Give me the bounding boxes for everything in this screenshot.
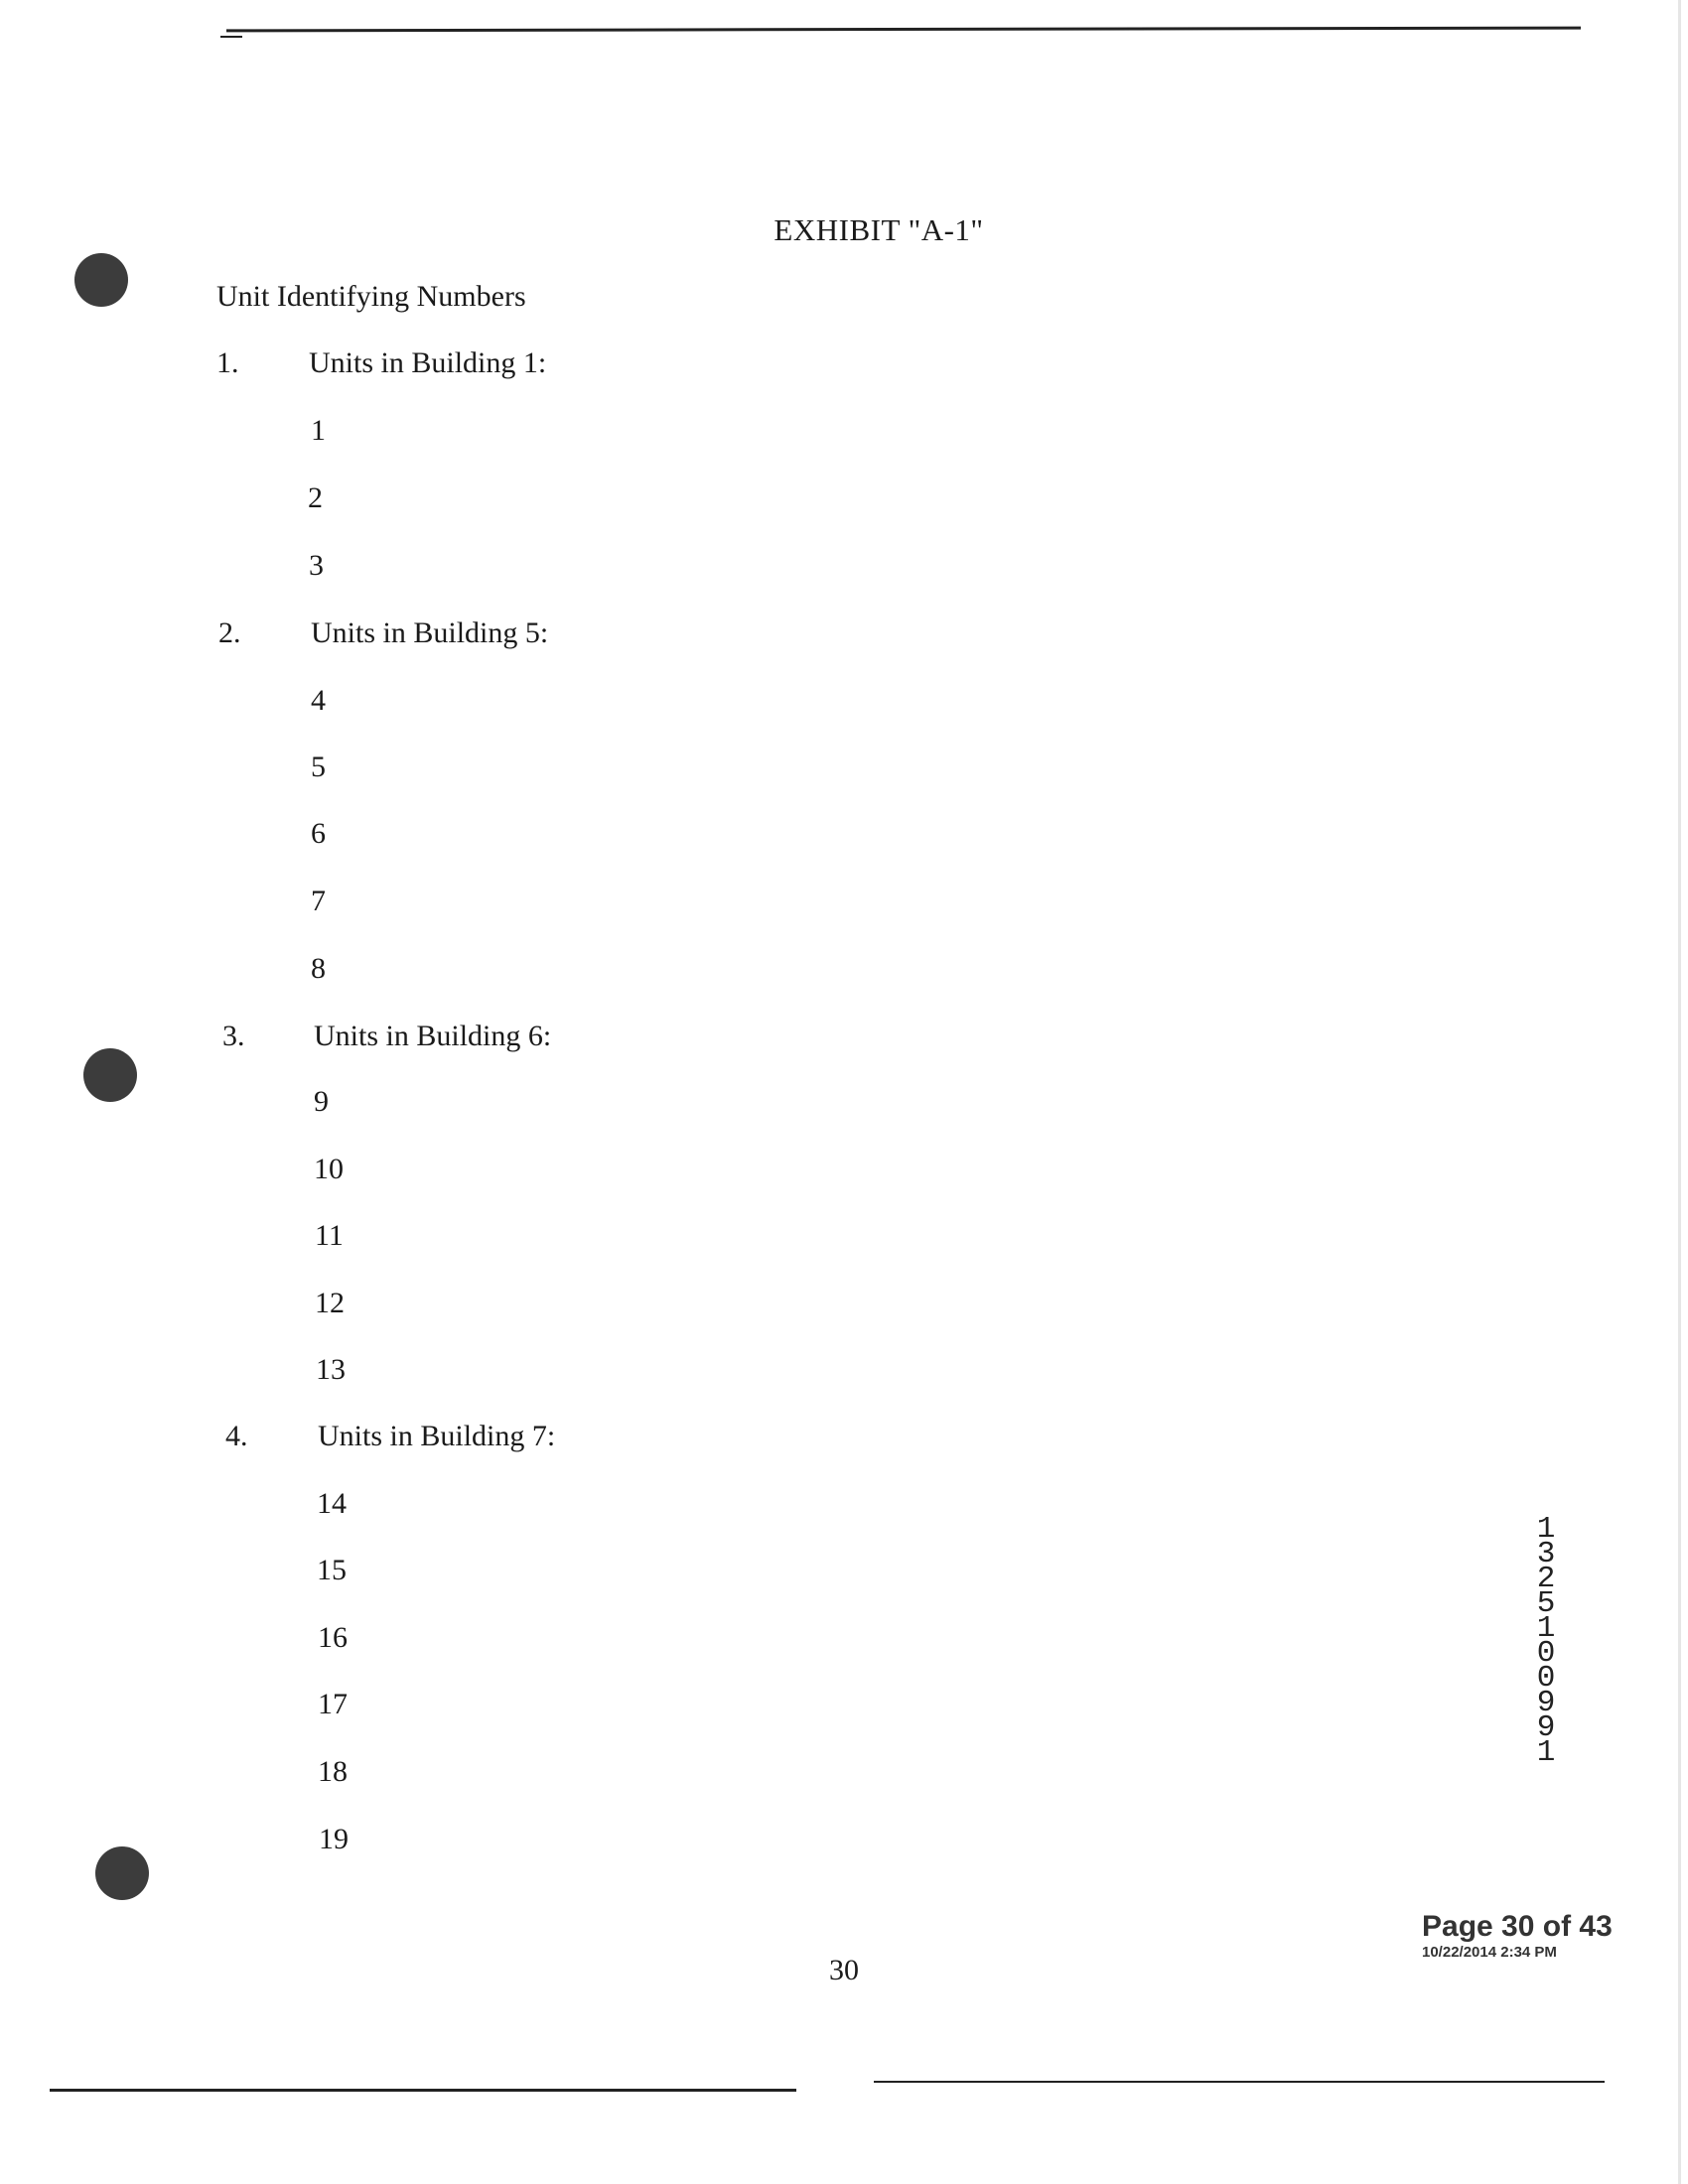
punch-hole-top — [74, 253, 128, 307]
unit-number: 9 — [314, 1085, 329, 1118]
unit-number: 19 — [319, 1823, 349, 1855]
unit-number: 11 — [315, 1219, 344, 1252]
unit-number: 15 — [317, 1554, 347, 1586]
top-rule-dash — [220, 36, 242, 38]
unit-number: 12 — [315, 1287, 345, 1319]
exhibit-title: EXHIBIT "A-1" — [774, 212, 984, 247]
page-edge-shadow — [1678, 0, 1681, 2184]
unit-number: 16 — [318, 1621, 348, 1654]
unit-number: 10 — [314, 1153, 344, 1185]
section-label: Units in Building 1: — [309, 346, 547, 379]
bottom-rule-left — [50, 2089, 796, 2092]
unit-number: 8 — [311, 952, 326, 985]
unit-number: 3 — [309, 549, 324, 582]
unit-number: 4 — [311, 684, 326, 717]
top-rule — [226, 27, 1581, 33]
section-number: 1. — [216, 346, 239, 379]
section-label: Units in Building 6: — [314, 1020, 552, 1052]
unit-number: 14 — [317, 1487, 347, 1520]
section-heading: Unit Identifying Numbers — [216, 280, 526, 313]
unit-number: 13 — [316, 1353, 346, 1386]
unit-number: 18 — [318, 1755, 348, 1788]
unit-number: 5 — [311, 751, 326, 783]
page-count: Page 30 of 43 — [1422, 1910, 1613, 1943]
section-number: 4. — [225, 1420, 248, 1452]
section-label: Units in Building 7: — [318, 1420, 556, 1452]
unit-number: 17 — [318, 1688, 348, 1720]
unit-number: 1 — [311, 414, 326, 447]
punch-hole-middle — [83, 1048, 137, 1102]
unit-number: 6 — [311, 817, 326, 850]
punch-hole-bottom — [95, 1846, 149, 1900]
section-number: 3. — [222, 1020, 245, 1052]
recording-stamp: 13251 00991 — [1536, 1512, 1556, 1770]
section-label: Units in Building 5: — [311, 616, 549, 649]
section-number: 2. — [218, 616, 241, 649]
page-number: 30 — [829, 1954, 859, 1986]
print-timestamp: 10/22/2014 2:34 PM — [1422, 1944, 1557, 1961]
bottom-rule-right — [874, 2081, 1605, 2083]
unit-number: 2 — [308, 481, 323, 514]
unit-number: 7 — [311, 885, 326, 917]
